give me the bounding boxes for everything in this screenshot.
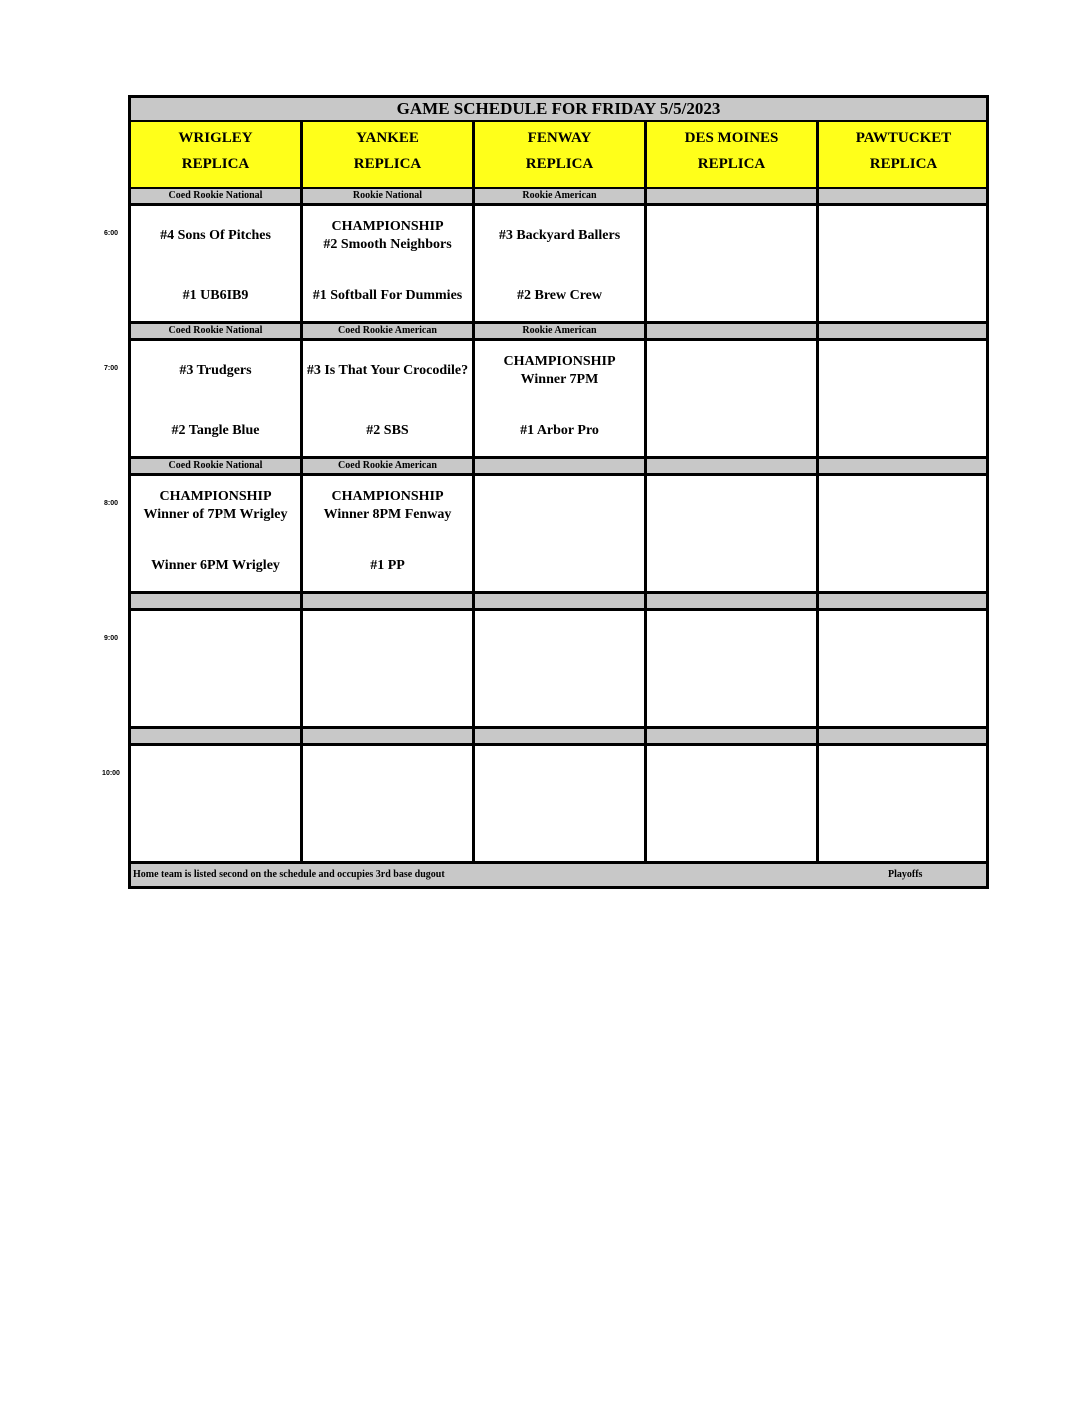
game-cell — [128, 476, 300, 594]
division-label — [644, 189, 816, 206]
park-header-3 — [644, 120, 816, 189]
game-cell — [472, 746, 644, 864]
time-label: 6:00 — [103, 230, 118, 237]
game-cell — [472, 206, 644, 324]
game-cell — [816, 476, 988, 594]
park-header-0 — [128, 120, 300, 189]
division-label — [816, 459, 988, 476]
game-cell — [644, 746, 816, 864]
home-team: Winner 6PM Wrigley — [151, 558, 280, 573]
game-cell — [644, 206, 816, 324]
division-label — [300, 729, 472, 746]
game-cell — [300, 611, 472, 729]
schedule-footer — [128, 864, 989, 889]
division-label — [816, 189, 988, 206]
park-name: YANKEE — [356, 130, 419, 146]
away-team-name: Winner 7PM — [520, 372, 599, 387]
park-name: WRIGLEY — [178, 130, 253, 146]
game-type-label: CHAMPIONSHIP — [331, 219, 444, 234]
home-team: #2 Tangle Blue — [171, 423, 260, 438]
home-team: #2 SBS — [366, 423, 409, 438]
away-team-name: #3 Is That Your Crocodile? — [306, 363, 469, 378]
division-label — [300, 594, 472, 611]
park-subtitle: REPLICA — [181, 156, 250, 172]
park-subtitle: REPLICA — [525, 156, 594, 172]
game-cell — [644, 611, 816, 729]
division-label — [644, 459, 816, 476]
division-label — [128, 594, 300, 611]
game-cell — [128, 611, 300, 729]
away-team — [475, 353, 644, 389]
game-cell — [644, 476, 816, 594]
game-cell — [300, 341, 472, 459]
game-cell — [816, 746, 988, 864]
game-cell — [816, 341, 988, 459]
away-team-name: #3 Trudgers — [179, 363, 252, 378]
game-cell — [300, 476, 472, 594]
division-label: Rookie American — [472, 324, 644, 341]
away-team — [303, 362, 472, 380]
away-team — [131, 362, 300, 380]
game-cell — [816, 206, 988, 324]
game-type-label: CHAMPIONSHIP — [331, 489, 444, 504]
park-name: DES MOINES — [684, 130, 779, 146]
division-label — [644, 594, 816, 611]
game-cell — [128, 341, 300, 459]
park-name: FENWAY — [527, 130, 592, 146]
park-name: PAWTUCKET — [855, 130, 952, 146]
park-header-2 — [472, 120, 644, 189]
game-cell — [644, 341, 816, 459]
footer-playoffs: Playoffs — [888, 869, 923, 880]
division-label — [644, 324, 816, 341]
home-team: #2 Brew Crew — [516, 288, 603, 303]
game-cell — [300, 746, 472, 864]
park-subtitle: REPLICA — [697, 156, 766, 172]
time-label: 8:00 — [103, 500, 118, 507]
away-team-name: #3 Backyard Ballers — [498, 228, 621, 243]
game-cell — [128, 746, 300, 864]
home-team: #1 Arbor Pro — [520, 423, 599, 438]
time-label: 7:00 — [103, 365, 118, 372]
division-label — [128, 729, 300, 746]
away-team — [131, 488, 300, 524]
division-label: Rookie National — [300, 189, 472, 206]
away-team-name: Winner 8PM Fenway — [323, 507, 452, 522]
division-label — [472, 459, 644, 476]
park-subtitle: REPLICA — [353, 156, 422, 172]
away-team — [303, 218, 472, 254]
division-label: Rookie American — [472, 189, 644, 206]
game-cell — [300, 206, 472, 324]
division-label — [816, 324, 988, 341]
game-cell — [472, 341, 644, 459]
away-team-name: Winner of 7PM Wrigley — [143, 507, 288, 522]
away-team — [303, 488, 472, 524]
home-team: #1 UB6IB9 — [182, 288, 249, 303]
division-label — [816, 594, 988, 611]
park-header-4 — [816, 120, 988, 189]
game-cell — [128, 206, 300, 324]
away-team — [131, 227, 300, 245]
grid-right-border — [986, 120, 989, 889]
division-label: Coed Rookie American — [300, 324, 472, 341]
division-label — [472, 729, 644, 746]
division-label — [816, 729, 988, 746]
division-label — [472, 594, 644, 611]
division-label: Coed Rookie National — [128, 189, 300, 206]
division-label: Coed Rookie National — [128, 324, 300, 341]
division-label: Coed Rookie American — [300, 459, 472, 476]
game-type-label: CHAMPIONSHIP — [503, 354, 616, 369]
game-cell — [816, 611, 988, 729]
division-label — [644, 729, 816, 746]
away-team-name: #4 Sons Of Pitches — [160, 228, 271, 243]
game-type-label: CHAMPIONSHIP — [159, 489, 272, 504]
time-label: 10:00 — [102, 770, 120, 777]
home-team: #1 Softball For Dummies — [312, 288, 463, 303]
game-cell — [472, 476, 644, 594]
home-team: #1 PP — [370, 558, 405, 573]
park-header-1 — [300, 120, 472, 189]
game-cell — [472, 611, 644, 729]
schedule-title: GAME SCHEDULE FOR FRIDAY 5/5/2023 — [128, 95, 989, 120]
park-subtitle: REPLICA — [869, 156, 938, 172]
footer-note: Home team is listed second on the schedule and occupies 3rd base dugout — [133, 869, 445, 880]
time-label: 9:00 — [103, 635, 118, 642]
away-team-name: #2 Smooth Neighbors — [323, 237, 452, 252]
division-label: Coed Rookie National — [128, 459, 300, 476]
away-team — [475, 227, 644, 245]
